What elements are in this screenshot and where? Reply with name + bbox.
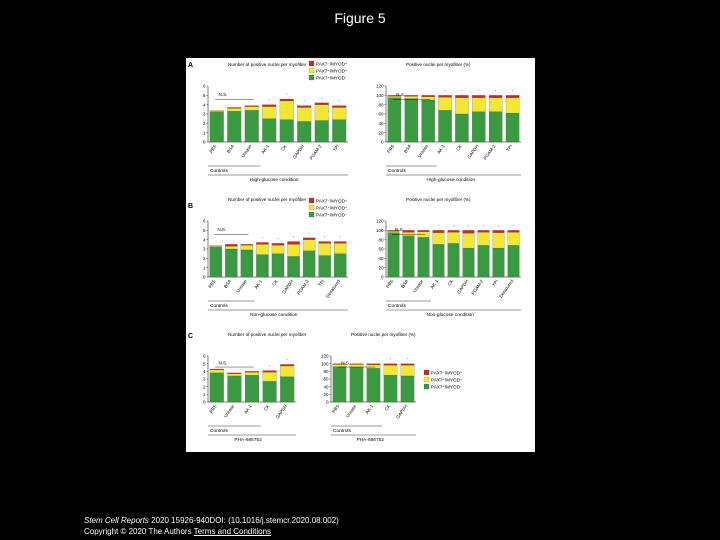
page-title: Figure 5 bbox=[334, 10, 386, 26]
bar-segment bbox=[256, 242, 268, 244]
x-tick-label: Urease bbox=[222, 403, 236, 419]
bar-segment bbox=[367, 365, 380, 368]
y-tick-label: 120 bbox=[375, 218, 384, 224]
legend-swatch bbox=[309, 212, 314, 217]
y-tick-label: 2 bbox=[202, 120, 206, 126]
x-tick-label: PGAM-2 bbox=[482, 143, 497, 161]
bar-segment bbox=[315, 105, 329, 121]
bar-segment bbox=[245, 110, 259, 142]
bar-segment bbox=[448, 230, 460, 232]
y-tick-label: 5 bbox=[202, 92, 206, 98]
y-tick-label: 1 bbox=[202, 130, 206, 136]
bar-segment bbox=[228, 373, 242, 374]
bar-segment bbox=[272, 245, 284, 253]
bar-segment bbox=[455, 98, 468, 114]
chart-c-percent bbox=[321, 332, 416, 443]
y-tick-label: 5 bbox=[202, 227, 206, 233]
legend-swatch bbox=[424, 384, 429, 389]
bar-segment bbox=[448, 243, 460, 277]
y-tick-label: 4 bbox=[202, 368, 206, 374]
significance-mark: * bbox=[320, 95, 323, 101]
significance-mark: * bbox=[452, 223, 455, 229]
bar-segment bbox=[319, 242, 331, 244]
y-tick-label: 4 bbox=[202, 102, 206, 108]
bar-segment bbox=[315, 121, 329, 142]
significance-mark: * bbox=[338, 98, 341, 104]
bar-segment bbox=[241, 250, 253, 277]
bar-segment bbox=[418, 237, 430, 277]
y-tick-label: 2 bbox=[202, 384, 206, 390]
significance-mark: * bbox=[406, 356, 409, 362]
bar-segment bbox=[280, 120, 294, 142]
x-tick-label: TPI bbox=[491, 278, 500, 288]
x-tick-label: CK bbox=[455, 143, 463, 152]
legend-panel-a bbox=[309, 61, 348, 81]
bar-segment bbox=[333, 367, 346, 402]
y-tick-label: 0 bbox=[202, 399, 206, 405]
bar-segment bbox=[506, 113, 519, 142]
bar-segment bbox=[489, 95, 502, 97]
y-tick-label: 6 bbox=[202, 353, 206, 359]
x-tick-label: TPI bbox=[317, 278, 326, 288]
bar-segment bbox=[422, 100, 435, 142]
bar-segment bbox=[478, 230, 490, 232]
x-tick-label: AK-1 bbox=[242, 403, 253, 415]
bar-segment bbox=[508, 232, 520, 245]
y-tick-label: 60 bbox=[378, 246, 384, 252]
y-tick-label: 120 bbox=[375, 83, 384, 89]
bar-segment bbox=[508, 245, 520, 277]
legend-label: PAX7⁺/MYOD⁻ bbox=[316, 212, 348, 218]
bar-segment bbox=[225, 244, 237, 246]
x-tick-label: GAPDH bbox=[395, 403, 409, 420]
y-tick-label: 100 bbox=[320, 361, 329, 367]
bar-segment bbox=[241, 244, 253, 245]
y-tick-label: 0 bbox=[325, 399, 329, 405]
chart-title: Positive nuclei per myofiber (%) bbox=[351, 332, 416, 337]
ns-annotation: N.S. bbox=[341, 360, 351, 366]
bar-segment bbox=[403, 232, 415, 236]
bar-segment bbox=[405, 96, 418, 98]
bar-segment bbox=[472, 98, 485, 112]
significance-mark: * bbox=[303, 98, 306, 104]
bar-segment bbox=[463, 230, 475, 233]
bar-segment bbox=[262, 107, 276, 119]
significance-mark: * bbox=[308, 230, 310, 236]
group-label-condition: High-glucose condition bbox=[426, 178, 476, 183]
legend-panel-b bbox=[309, 198, 348, 218]
bar-segment bbox=[350, 364, 363, 365]
bar-segment bbox=[350, 368, 363, 403]
x-tick-label: GAPDH bbox=[281, 278, 295, 295]
bar-segment bbox=[262, 105, 276, 107]
x-tick-label: GAPDH bbox=[466, 143, 480, 160]
group-label-condition: High-glucose condition bbox=[250, 178, 299, 183]
bar-segment bbox=[384, 364, 397, 366]
bar-segment bbox=[297, 106, 311, 108]
bar-segment bbox=[303, 251, 315, 277]
bar-segment bbox=[272, 243, 284, 245]
bar-segment bbox=[297, 107, 311, 121]
bar-segment bbox=[506, 98, 519, 113]
figure-5 bbox=[186, 58, 535, 452]
legend-swatch bbox=[424, 377, 429, 382]
significance-mark: * bbox=[268, 97, 271, 103]
x-tick-label: CK bbox=[271, 278, 279, 287]
legend-label: PAX7⁻/MYOD⁺ bbox=[316, 198, 348, 204]
bar-segment bbox=[438, 110, 451, 142]
x-tick-label: TPI bbox=[505, 143, 514, 153]
x-tick-label: AK-1 bbox=[436, 143, 446, 155]
citation bbox=[84, 515, 339, 537]
x-tick-label: AK-1 bbox=[253, 278, 264, 290]
bar-segment bbox=[493, 248, 505, 277]
significance-mark: * bbox=[286, 357, 288, 363]
significance-mark: * bbox=[261, 235, 264, 241]
legend-swatch bbox=[309, 68, 314, 73]
chart-c-count bbox=[203, 332, 307, 443]
bar-segment bbox=[403, 230, 415, 232]
group-label-controls: Controls bbox=[333, 429, 351, 434]
bar-segment bbox=[422, 95, 435, 96]
y-tick-label: 80 bbox=[378, 102, 384, 108]
bar-segment bbox=[227, 107, 241, 108]
bar-segment bbox=[438, 97, 451, 110]
bar-segment bbox=[367, 368, 380, 402]
x-tick-label: BSA bbox=[400, 278, 410, 289]
bar-segment bbox=[506, 95, 519, 97]
significance-mark: * bbox=[497, 223, 500, 229]
legend-label: PAX7⁺/MYOD⁺ bbox=[316, 68, 348, 74]
y-tick-label: 40 bbox=[323, 384, 329, 390]
significance-mark: * bbox=[512, 223, 515, 229]
x-tick-label: PGAM-2 bbox=[308, 143, 323, 161]
doi-text: 2020 15926-940DOI: (10.1016/j.stemcr.2020.08.002) bbox=[148, 516, 339, 525]
y-tick-label: 0 bbox=[380, 274, 384, 280]
significance-mark: * bbox=[494, 88, 497, 94]
bar-segment bbox=[315, 103, 329, 105]
bar-segment bbox=[287, 242, 299, 245]
bar-segment bbox=[388, 98, 401, 142]
bar-segment bbox=[263, 381, 277, 402]
x-tick-label: Urease bbox=[240, 143, 253, 159]
bar-segment bbox=[225, 249, 237, 277]
group-label-controls: Controls bbox=[388, 169, 406, 174]
legend-label: PAX7⁻/MYOD⁺ bbox=[431, 370, 463, 376]
x-tick-label: AK-1 bbox=[260, 143, 271, 155]
y-tick-label: 3 bbox=[202, 111, 206, 117]
y-tick-label: 60 bbox=[378, 111, 384, 117]
bar-segment bbox=[448, 232, 460, 243]
x-tick-label: CK bbox=[279, 143, 288, 152]
bar-segment bbox=[332, 107, 346, 119]
bar-segment bbox=[418, 230, 430, 231]
bar-segment bbox=[210, 111, 224, 112]
x-tick-label: BSA bbox=[402, 143, 413, 154]
bar-segment bbox=[403, 236, 415, 277]
group-label-controls: Controls bbox=[210, 429, 228, 434]
significance-mark: * bbox=[389, 356, 392, 362]
bar-segment bbox=[401, 376, 414, 402]
bar-segment bbox=[262, 119, 276, 142]
legend-swatch bbox=[309, 61, 314, 66]
bar-segment bbox=[227, 111, 241, 142]
group-label-condition: Non-glucose condition bbox=[250, 313, 298, 318]
significance-mark: * bbox=[444, 88, 446, 94]
copyright-text: Copyright © 2020 The Authors bbox=[84, 527, 194, 536]
bar-segment bbox=[493, 230, 505, 232]
x-tick-label: PGAM-2 bbox=[295, 278, 310, 296]
y-tick-label: 1 bbox=[202, 391, 206, 397]
panel-label-a: A bbox=[188, 62, 194, 69]
significance-mark: * bbox=[292, 234, 295, 240]
figure-svg bbox=[186, 58, 535, 452]
x-tick-label: CK bbox=[262, 403, 271, 412]
bar-segment bbox=[433, 233, 445, 245]
chart-title: Positive nuclei per myofiber (%) bbox=[406, 197, 471, 202]
bar-segment bbox=[478, 232, 490, 245]
bar-segment bbox=[280, 364, 294, 366]
group-label-condition: PHA-666752 bbox=[234, 438, 262, 443]
y-tick-label: 3 bbox=[202, 246, 206, 252]
bar-segment bbox=[272, 254, 284, 277]
bar-segment bbox=[303, 240, 315, 251]
y-tick-label: 0 bbox=[380, 139, 384, 145]
x-tick-label: Urease bbox=[416, 143, 430, 159]
bar-segment bbox=[228, 376, 242, 402]
bar-segment bbox=[210, 247, 222, 277]
bar-segment bbox=[334, 243, 346, 253]
legend-label: PAX7⁻/MYOD⁺ bbox=[316, 61, 348, 67]
legend-label: PAX7⁺/MYOD⁻ bbox=[431, 384, 463, 390]
legend-swatch bbox=[309, 198, 314, 203]
legend-swatch bbox=[424, 370, 429, 375]
bar-segment bbox=[263, 372, 277, 381]
journal-name: Stem Cell Reports bbox=[84, 516, 149, 525]
x-tick-label: GAPDH bbox=[291, 143, 306, 160]
bar-segment bbox=[455, 95, 468, 97]
bar-segment bbox=[319, 256, 331, 277]
bar-segment bbox=[493, 233, 505, 248]
bar-segment bbox=[280, 99, 294, 101]
y-tick-label: 6 bbox=[202, 218, 206, 224]
bar-segment bbox=[332, 120, 346, 142]
x-tick-label: CK bbox=[446, 278, 455, 287]
x-tick-label: Denatured bbox=[324, 278, 342, 299]
y-tick-label: 120 bbox=[320, 353, 329, 359]
y-tick-label: 0 bbox=[202, 274, 206, 280]
y-tick-label: 100 bbox=[375, 92, 384, 98]
y-tick-label: 20 bbox=[378, 265, 384, 271]
bar-segment bbox=[489, 98, 502, 112]
bar-segment bbox=[225, 246, 237, 249]
significance-mark: * bbox=[285, 92, 288, 98]
bar-segment bbox=[319, 243, 331, 255]
x-tick-label: CK bbox=[383, 403, 392, 412]
bar-segment bbox=[245, 106, 259, 107]
bar-segment bbox=[210, 246, 222, 247]
bar-segment bbox=[384, 365, 397, 375]
legend-swatch bbox=[309, 75, 314, 80]
bar-segment bbox=[228, 374, 242, 376]
significance-mark: * bbox=[467, 223, 470, 229]
bar-segment bbox=[433, 244, 445, 277]
panel-label-c: C bbox=[188, 333, 194, 340]
group-label-controls: Controls bbox=[210, 169, 228, 174]
ns-annotation: N.S. bbox=[218, 360, 228, 366]
legend-label: PAX7⁺/MYOD⁺ bbox=[316, 205, 348, 211]
bar-segment bbox=[263, 371, 277, 373]
bar-segment bbox=[256, 255, 268, 277]
bar-segment bbox=[245, 372, 259, 375]
bar-segment bbox=[332, 106, 346, 108]
x-tick-label: Denatured bbox=[498, 278, 515, 299]
significance-mark: * bbox=[277, 236, 279, 242]
x-tick-label: PBS bbox=[331, 403, 341, 414]
chart-title: Positive nuclei per myofiber (%) bbox=[406, 62, 471, 67]
x-tick-label: AK-1 bbox=[364, 403, 375, 415]
legend-panel-c bbox=[424, 370, 463, 390]
panel-label-b: B bbox=[188, 203, 194, 210]
bar-segment bbox=[280, 101, 294, 120]
bar-segment bbox=[210, 373, 224, 402]
group-label-controls: Controls bbox=[210, 304, 228, 309]
y-tick-label: 20 bbox=[378, 130, 384, 136]
y-tick-label: 40 bbox=[378, 120, 384, 126]
bar-segment bbox=[287, 244, 299, 256]
group-label-condition: Non-glucose condition bbox=[426, 313, 474, 318]
y-tick-label: 0 bbox=[202, 139, 206, 145]
chart-a-percent bbox=[376, 62, 521, 183]
significance-mark: * bbox=[461, 88, 463, 94]
x-tick-label: GAPDH bbox=[456, 278, 470, 295]
bar-segment bbox=[245, 371, 259, 372]
bar-segment bbox=[303, 238, 315, 240]
bar-segment bbox=[227, 108, 241, 111]
y-tick-label: 4 bbox=[202, 237, 206, 243]
significance-mark: * bbox=[478, 88, 480, 94]
bar-segment bbox=[384, 375, 397, 402]
x-tick-label: PBS bbox=[208, 403, 218, 414]
bar-segment bbox=[280, 377, 294, 402]
chart-b-percent bbox=[376, 197, 521, 318]
bar-segment bbox=[508, 230, 520, 232]
bar-segment bbox=[210, 112, 224, 142]
bar-segment bbox=[405, 99, 418, 142]
bar-segment bbox=[280, 366, 294, 377]
x-tick-label: PGAM-2 bbox=[470, 278, 485, 296]
x-tick-label: Urease bbox=[344, 403, 358, 419]
x-tick-label: Urease bbox=[411, 278, 425, 294]
x-tick-label: AK-1 bbox=[429, 278, 440, 290]
significance-mark: * bbox=[268, 363, 271, 369]
y-tick-label: 6 bbox=[202, 83, 206, 89]
x-tick-label: BSA bbox=[225, 143, 236, 154]
bar-segment bbox=[297, 121, 311, 142]
x-tick-label: PBS bbox=[208, 143, 218, 154]
bar-segment bbox=[463, 233, 475, 248]
x-tick-label: PBS bbox=[385, 278, 395, 289]
bar-segment bbox=[463, 248, 475, 277]
y-tick-label: 5 bbox=[202, 361, 206, 367]
y-tick-label: 40 bbox=[378, 255, 384, 261]
ns-annotation: N.S. bbox=[396, 92, 406, 98]
y-tick-label: 60 bbox=[323, 376, 329, 382]
y-tick-label: 80 bbox=[323, 368, 329, 374]
bar-segment bbox=[367, 364, 380, 365]
significance-mark: * bbox=[323, 234, 326, 240]
bar-segment bbox=[478, 245, 490, 277]
chart-title: Number of positive nuclei per myofiber bbox=[228, 62, 307, 67]
bar-segment bbox=[256, 244, 268, 254]
bar-segment bbox=[245, 107, 259, 111]
bar-segment bbox=[245, 375, 259, 402]
bar-segment bbox=[455, 114, 468, 142]
bar-segment bbox=[210, 369, 224, 370]
y-tick-label: 80 bbox=[378, 237, 384, 243]
y-tick-label: 1 bbox=[202, 265, 206, 271]
chart-title: Number of positive nuclei per myofiber bbox=[228, 332, 307, 337]
bar-segment bbox=[388, 233, 400, 277]
y-tick-label: 100 bbox=[375, 227, 384, 233]
group-label-controls: Controls bbox=[388, 304, 406, 309]
bar-segment bbox=[401, 364, 414, 366]
bar-segment bbox=[334, 242, 346, 244]
bar-segment bbox=[241, 245, 253, 250]
ns-annotation: N.S. bbox=[395, 227, 404, 233]
bar-segment bbox=[287, 256, 299, 277]
bar-segment bbox=[438, 95, 451, 97]
x-tick-label: PBS bbox=[385, 143, 396, 154]
bar-segment bbox=[433, 230, 445, 232]
x-tick-label: TPI bbox=[331, 143, 341, 153]
x-tick-label: GAPDH bbox=[274, 403, 289, 420]
x-tick-label: Urease bbox=[235, 278, 248, 294]
significance-mark: * bbox=[511, 88, 514, 94]
bar-segment bbox=[489, 112, 502, 142]
legend-label: PAX7⁺/MYOD⁻ bbox=[316, 75, 348, 81]
bar-segment bbox=[210, 370, 224, 373]
y-tick-label: 20 bbox=[323, 391, 329, 397]
terms-link[interactable]: Terms and Conditions bbox=[193, 527, 272, 536]
bar-segment bbox=[334, 254, 346, 277]
significance-mark: * bbox=[437, 223, 440, 229]
bar-segment bbox=[405, 95, 418, 96]
group-label-condition: PHA-666752 bbox=[356, 438, 384, 443]
y-tick-label: 2 bbox=[202, 255, 206, 261]
ns-annotation: N.S. bbox=[217, 227, 227, 233]
bar-segment bbox=[401, 365, 414, 376]
ns-annotation: N.S. bbox=[218, 92, 228, 98]
significance-mark: * bbox=[482, 223, 485, 229]
bar-segment bbox=[472, 112, 485, 142]
legend-swatch bbox=[309, 205, 314, 210]
legend-label: PAX7⁺/MYOD⁺ bbox=[431, 377, 463, 383]
significance-mark: * bbox=[339, 234, 342, 240]
y-tick-label: 3 bbox=[202, 376, 206, 382]
bar-segment bbox=[472, 95, 485, 97]
chart-title: Number of positive nuclei per myofiber bbox=[228, 197, 307, 202]
x-tick-label: BSA bbox=[222, 278, 233, 289]
x-tick-label: PBS bbox=[207, 278, 217, 289]
